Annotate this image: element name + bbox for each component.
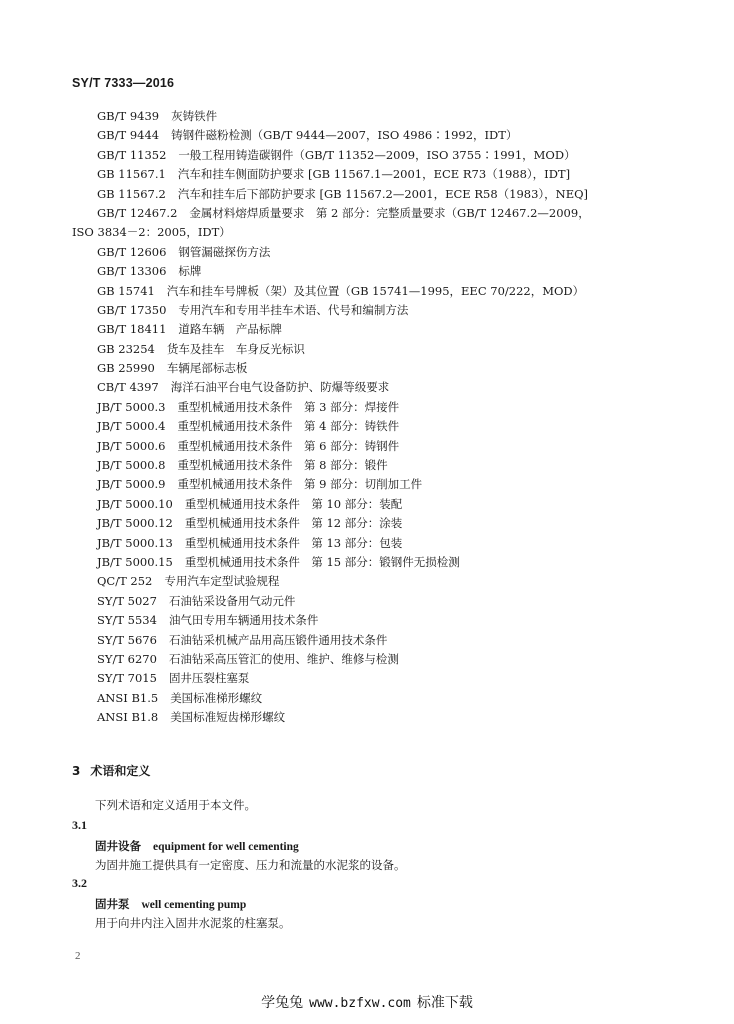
reference-title: 道路车辆 产品标牌 [178,322,282,337]
reference-item [0,534,734,553]
section-title: 术语和定义 [90,764,151,778]
reference-item [0,165,734,184]
reference-item [0,243,734,262]
reference-item [0,456,734,475]
reference-item [0,378,734,397]
standard-header: SY/T 7333—2016 [72,76,175,90]
section-intro: 下列术语和定义适用于本文件。 [95,798,256,812]
reference-code: ANSI B1.5 [97,690,159,705]
reference-code: CB/T 4397 [97,380,159,395]
reference-title: 石油钻采高压管汇的使用、维护、维修与检测 [168,651,399,666]
reference-code: JB/T 5000.12 [97,516,173,531]
reference-title: 美国标准短齿梯形螺纹 [170,710,286,725]
reference-code: SY/T 5027 [97,593,157,608]
reference-code: SY/T 6270 [97,651,157,666]
reference-item [0,553,734,572]
term-heading [95,838,299,854]
reference-item [0,398,734,417]
reference-item [0,107,734,126]
reference-item [0,301,734,320]
reference-code: JB/T 5000.4 [97,419,166,434]
reference-item [0,592,734,611]
reference-title: 汽车和挂车号牌板（架）及其位置（GB 15741—1995，EEC 70/222，MOD） [166,283,585,298]
reference-title: 标牌 [178,264,202,279]
reference-item [0,417,734,436]
reference-item [0,572,734,591]
reference-title: 重型机械通用技术条件 第 9 部分：切削加工件 [177,477,423,492]
reference-title: 重型机械通用技术条件 第 10 部分：装配 [184,496,403,511]
reference-title: 固井压裂柱塞泵 [168,671,250,686]
reference-code: GB/T 18411 [97,322,167,337]
reference-title: 专用汽车和专用半挂车术语、代号和编制方法 [178,302,409,317]
reference-code: GB 15741 [97,283,155,298]
footer-url[interactable]: www.bzfxw.com [309,996,411,1011]
reference-item [0,495,734,514]
reference-title: 铸钢件磁粉检测（GB/T 9444—2007，ISO 4986∶1992，IDT） [171,128,518,143]
reference-code: GB/T 13306 [97,264,167,279]
footer-site-name: 学兔兔 [261,995,304,1011]
reference-title: 石油钻采设备用气动元件 [168,593,296,608]
term-en: well cementing pump [141,899,247,911]
reference-title: 重型机械通用技术条件 第 12 部分：涂装 [184,516,403,531]
reference-item [0,340,734,359]
reference-code: JB/T 5000.10 [97,496,173,511]
reference-code: JB/T 5000.6 [97,438,166,453]
reference-item [0,650,734,669]
normative-references-list [0,107,734,728]
reference-code: SY/T 7015 [97,671,157,686]
reference-item [0,282,734,301]
term-definition: 用于向井内注入固井水泥浆的柱塞泵。 [95,916,291,930]
reference-code: JB/T 5000.15 [97,554,173,569]
reference-continuation: ISO 3834－2：2005，IDT） [72,225,231,240]
reference-item [0,185,734,204]
reference-code: GB 25990 [97,361,155,376]
reference-code: GB/T 12606 [97,244,167,259]
reference-code: JB/T 5000.13 [97,535,173,550]
reference-item [0,669,734,688]
reference-title: 汽车和挂车后下部防护要求 [GB 11567.2—2001，ECE R58（1983），NEQ] [177,186,589,201]
reference-item [0,359,734,378]
term-number: 3.1 [72,818,87,832]
footer-tagline: 标准下载 [416,995,473,1011]
reference-item [0,262,734,281]
page-number: 2 [75,950,81,962]
section-heading [72,762,150,779]
reference-title: 货车及挂车 车身反光标识 [166,341,305,356]
reference-item [0,146,734,165]
reference-code: GB/T 9439 [97,109,160,123]
reference-title: 油气田专用车辆通用技术条件 [168,613,319,628]
reference-code: GB 11567.2 [97,186,166,201]
reference-item [0,611,734,630]
reference-title: 灰铸铁件 [171,109,218,123]
reference-title: 重型机械通用技术条件 第 13 部分：包装 [184,535,403,550]
reference-code: JB/T 5000.8 [97,458,166,473]
download-footer [0,992,734,1012]
reference-title: 重型机械通用技术条件 第 4 部分：铸铁件 [177,419,400,434]
reference-title: 重型机械通用技术条件 第 8 部分：锻件 [177,458,388,473]
reference-item [0,475,734,494]
term-heading [95,896,246,912]
reference-item [0,514,734,533]
reference-title: 汽车和挂车侧面防护要求 [GB 11567.1—2001，ECE R73（1988），IDT] [177,167,571,182]
reference-code: GB/T 9444 [97,128,160,143]
reference-item [0,126,734,145]
section-number: 3 [72,764,81,778]
term-en: equipment for well cementing [153,841,299,853]
reference-item [0,708,734,727]
reference-title: 重型机械通用技术条件 第 3 部分：焊接件 [177,399,400,414]
reference-code: GB 11567.1 [97,167,166,182]
reference-code: SY/T 5534 [97,613,157,628]
reference-code: JB/T 5000.9 [97,477,166,492]
reference-title: 重型机械通用技术条件 第 15 部分：锻钢件无损检测 [184,554,460,569]
reference-title: 钢管漏磁探伤方法 [178,244,271,259]
term-zh: 固井泵 [95,897,130,911]
term-definition: 为固井施工提供具有一定密度、压力和流量的水泥浆的设备。 [95,858,406,872]
term-number: 3.2 [72,876,87,890]
reference-code: GB 23254 [97,341,155,356]
reference-code: GB/T 12467.2 [97,205,178,220]
reference-title: 一般工程用铸造碳钢件（GB/T 11352—2009，ISO 3755∶1991，MOD） [178,147,576,162]
reference-item [0,204,734,223]
reference-code: QC/T 252 [97,574,153,589]
reference-title: 石油钻采机械产品用高压锻件通用技术条件 [168,632,388,647]
reference-item [0,437,734,456]
reference-code: ANSI B1.8 [97,710,159,725]
reference-title: 海洋石油平台电气设备防护、防爆等级要求 [170,380,390,395]
reference-code: GB/T 17350 [97,302,167,317]
reference-item [0,689,734,708]
reference-item [0,320,734,339]
reference-item [0,631,734,650]
reference-title: 专用汽车定型试验规程 [164,574,280,589]
reference-code: GB/T 11352 [97,147,167,162]
reference-title: 美国标准梯形螺纹 [170,690,263,705]
reference-title: 重型机械通用技术条件 第 6 部分：铸钢件 [177,438,400,453]
reference-title: 金属材料熔焊质量要求 第 2 部分：完整质量要求（GB/T 12467.2—2009， [189,205,590,220]
reference-code: JB/T 5000.3 [97,399,166,414]
term-zh: 固井设备 [95,839,141,853]
reference-code: SY/T 5676 [97,632,157,647]
reference-title: 车辆尾部标志板 [166,361,248,376]
